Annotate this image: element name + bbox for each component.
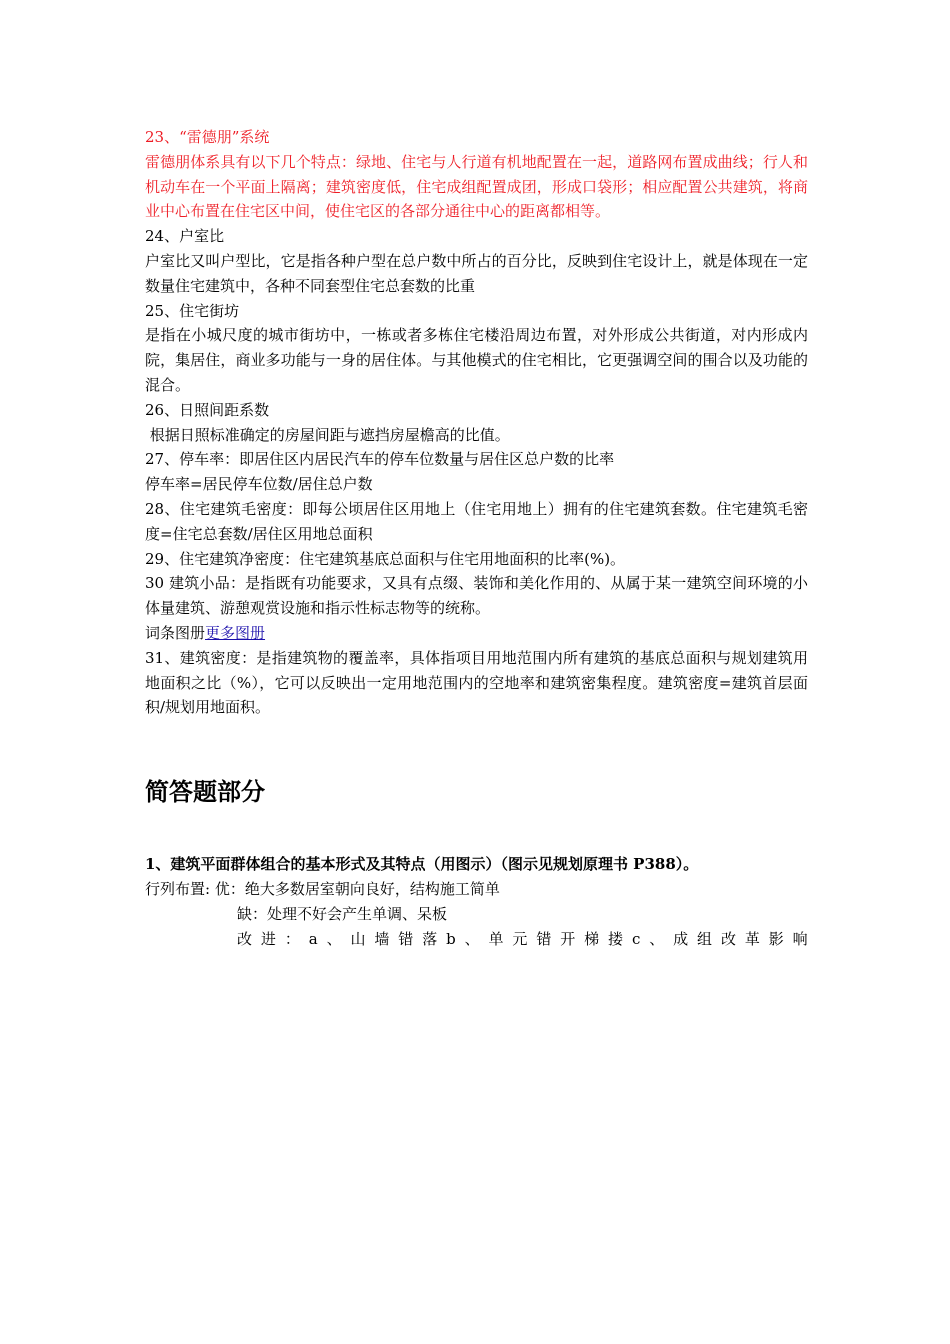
line-3-char: 落 [422, 929, 438, 948]
line-3-char: 梯 [584, 929, 600, 948]
section-title: 简答题部分 [145, 778, 265, 807]
line-3-char: 革 [744, 929, 760, 948]
line-3-char: 成 [673, 929, 689, 948]
gallery-line [145, 621, 808, 646]
entry-27-body: 停车率=居民停车位数/居住总户数 [145, 475, 373, 494]
more-gallery-link[interactable]: 更多图册 [205, 623, 266, 642]
entry-26-body: 根据日照标准确定的房屋间距与遮挡房屋檐高的比值。 [145, 425, 510, 444]
entry-24-body: 户室比又叫户型比，它是指各种户型在总户数中所占的百分比，反映到住宅设计上，就是体现在一定数量住宅建筑中，各种不同套型住宅总套数的比重 [145, 251, 808, 295]
gallery-prefix: 词条图册 [145, 623, 206, 642]
question-1-line-2: 缺：处理不好会产生单调、呆板 [237, 904, 448, 923]
entry-25-body: 是指在小城尺度的城市街坊中，一栋或者多栋住宅楼沿周边布置，对外形成公共街道，对内形成内院，集居住，商业多功能与一身的居住体。与其他模式的住宅相比，它更强调空间的围合以及功能的混合。 [145, 326, 808, 394]
line-3-char: ： [284, 929, 300, 948]
line-3-char: 单 [488, 929, 504, 948]
line-3-char: 响 [792, 929, 808, 948]
line-3-char: 、 [326, 929, 342, 948]
line-3-char: 搂 [608, 929, 624, 948]
line-3-char: 、 [464, 929, 480, 948]
entry-30: 30 建筑小品：是指既有功能要求，又具有点缀、装饰和美化作用的、从属于某一建筑空间环境的小体量建筑、游憩观赏设施和指示性标志物等的统称。 [145, 574, 808, 618]
line-3-char: b [446, 929, 456, 948]
line-3-char: a [308, 929, 318, 948]
entry-23-title: 23、“雷德朋”系统 [145, 128, 270, 146]
entry-29: 29、住宅建筑净密度：住宅建筑基底总面积与住宅用地面积的比率(%)。 [145, 549, 626, 568]
line-3-char: 改 [237, 929, 253, 948]
line-3-char: 组 [697, 929, 713, 948]
line-3-char: 元 [512, 929, 528, 948]
line-3-char: 错 [536, 929, 552, 948]
entry-25-title: 25、住宅街坊 [145, 301, 240, 320]
entry-23-body: 雷德朋体系具有以下几个特点：绿地、住宅与人行道有机地配置在一起，道路网布置成曲线；行人和机动车在一个平面上隔离；建筑密度低，住宅成组配置成团，形成口袋形；相应配置公共建筑，将商业中心布置在住宅区中间，使住宅区的各部分通往中心的距离都相等。 [145, 152, 808, 221]
question-1-line-1: 行列布置: 优：绝大多数居室朝向良好，结构施工简单 [145, 879, 500, 898]
line-3-char: 改 [720, 929, 736, 948]
line-3-char: 进 [260, 929, 276, 948]
entry-28: 28、住宅建筑毛密度：即每公顷居住区用地上（住宅用地上）拥有的住宅建筑套数。住宅建筑毛密度=住宅总套数/居住区用地总面积 [145, 499, 808, 543]
line-3-char: 错 [398, 929, 414, 948]
line-3-char: 影 [768, 929, 784, 948]
line-3-char: c [631, 929, 641, 948]
line-3-char: 、 [649, 929, 665, 948]
entry-24-title: 24、户室比 [145, 227, 225, 246]
line-3-char: 墙 [374, 929, 390, 948]
line-3-char: 山 [350, 929, 366, 948]
line-3-char: 开 [560, 929, 576, 948]
document-page [145, 125, 808, 951]
entry-31: 31、建筑密度：是指建筑物的覆盖率，具体指项目用地范围内所有建筑的基底总面积与规划建筑用地面积之比（%），它可以反映出一定用地范围内的空地率和建筑密集程度。建筑密度=建筑首层面积/规划用地面积。 [145, 648, 808, 717]
question-1-title: 1、建筑平面群体组合的基本形式及其特点（用图示）（图示见规划原理书 P388）。 [145, 855, 699, 874]
entry-27-title: 27、停车率：即居住区内居民汽车的停车位数量与居住区总户数的比率 [145, 450, 615, 469]
question-1-line-3 [145, 927, 808, 952]
entry-26-title: 26、日照间距系数 [145, 400, 270, 419]
